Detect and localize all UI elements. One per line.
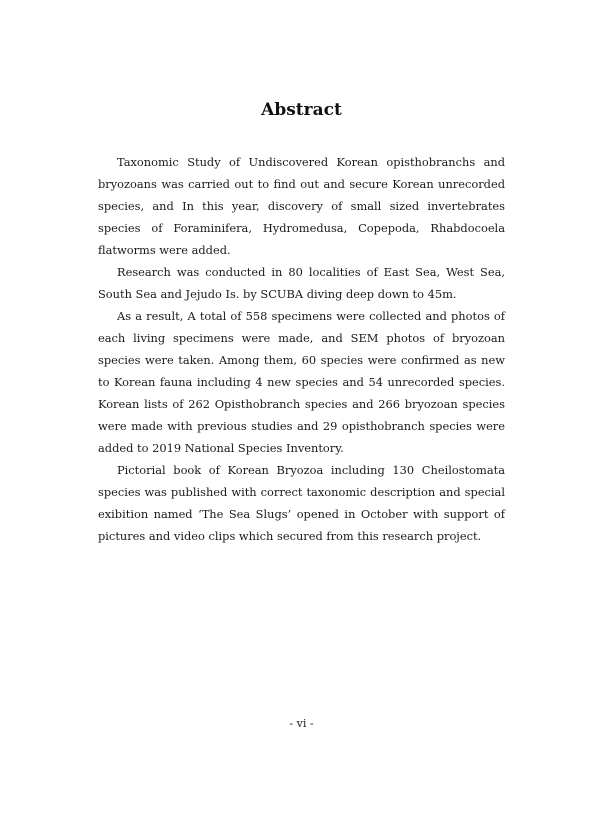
abstract-paragraph-1: Taxonomic Study of Undiscovered Korean opisthobranchs and bryozoans was carried out to find out and secure Korean unrecorded species, and In this year, discovery of small sized invertebrates species of Foraminifera, Hydromedusa, Copepoda, Rhabdocoela flatworms were added. xyxy=(98,155,505,257)
page-number: - vi - xyxy=(289,717,314,730)
abstract-paragraph-4: Pictorial book of Korean Bryozoa including 130 Cheilostomata species was published with correct taxonomic description and special exibition named ‘The Sea Slugs’ opened in October with support of pictures and video clips which secured from this research project. xyxy=(98,463,505,543)
abstract-paragraph-3: As a result, A total of 558 specimens were collected and photos of each living specimens were made, and SEM photos of bryozoan species were taken. Among them, 60 species were confirmed as new to Korean fauna including 4 new species and 54 unrecorded species. Korean lists of 262 Opisthobranch species and 266 bryozoan species were made with previous studies and 29 opisthobranch species were added to 2019 National Species Inventory. xyxy=(98,309,505,455)
page-title: Abstract xyxy=(261,100,342,120)
abstract-paragraph-2: Research was conducted in 80 localities of East Sea, West Sea, South Sea and Jejudo Is. by SCUBA diving deep down to 45m. xyxy=(98,265,505,301)
abstract-body xyxy=(98,151,505,547)
